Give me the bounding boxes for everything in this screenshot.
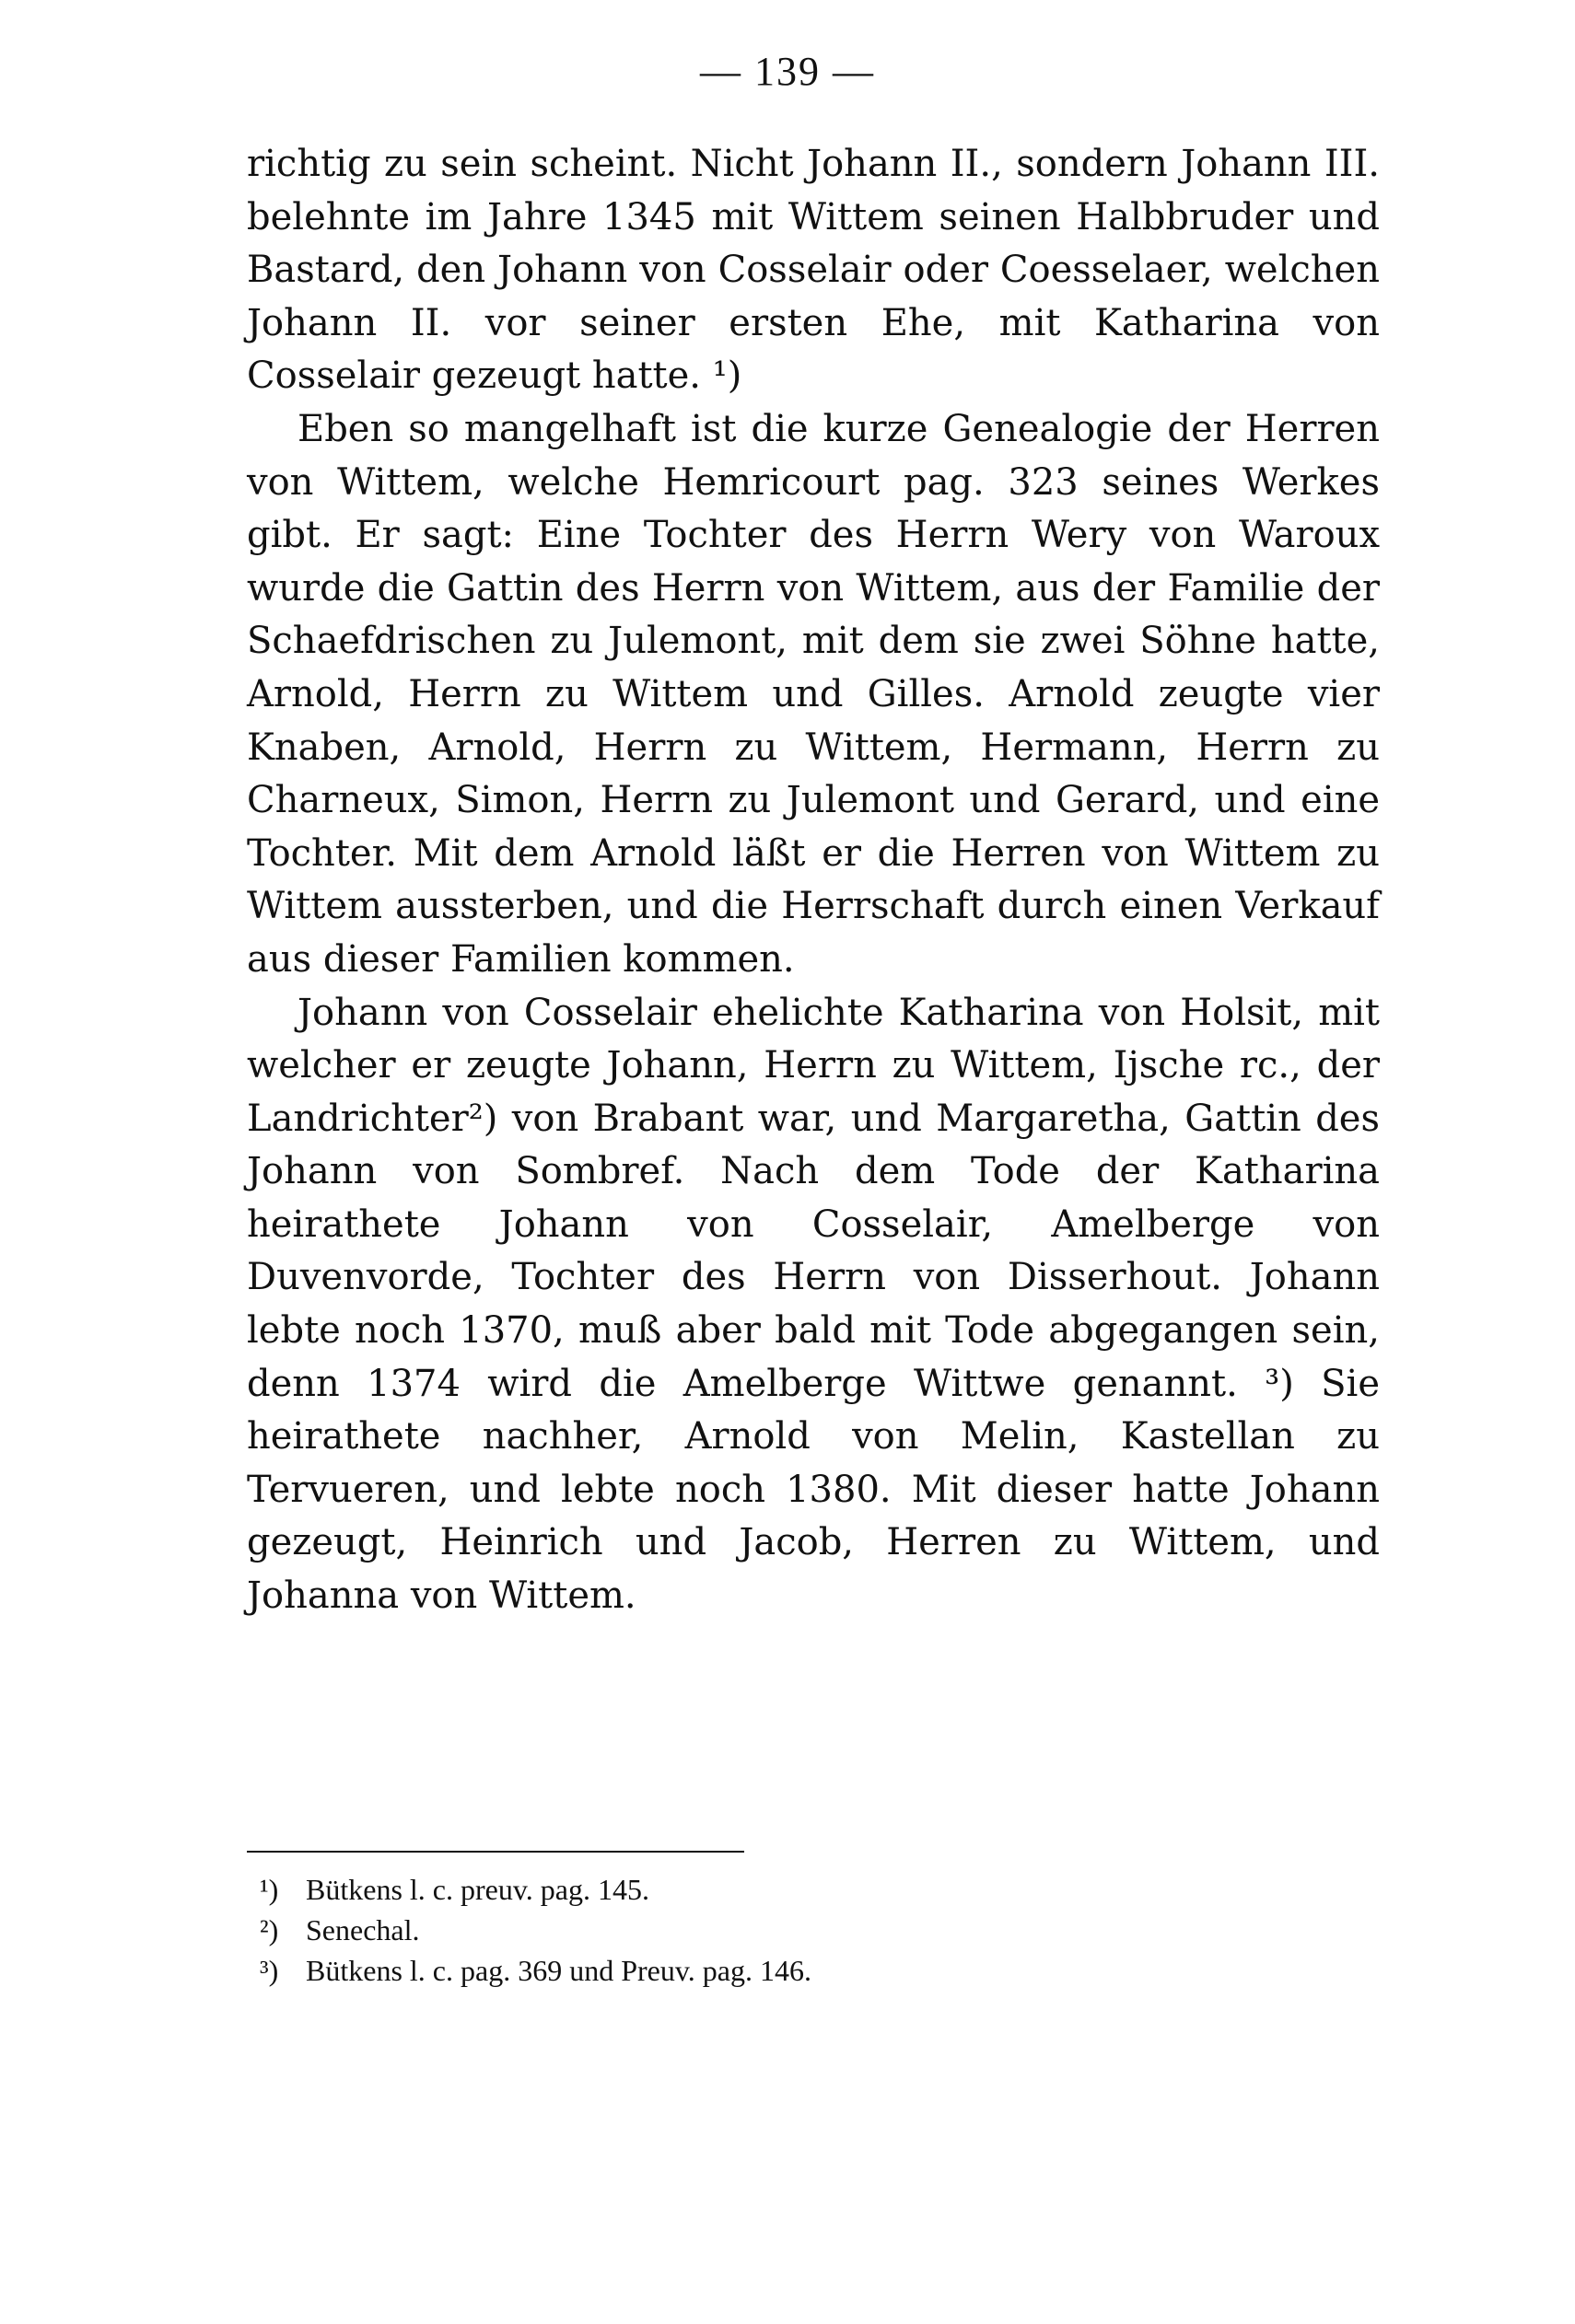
body-text	[247, 138, 1380, 1623]
footnote-text: Senechal.	[306, 1913, 420, 1946]
footnote-3	[260, 1950, 1181, 1991]
footnote-text: Bütkens l. c. pag. 369 und Preuv. pag. 146.	[306, 1954, 811, 1987]
footnotes	[260, 1869, 1181, 1991]
footnote-text: Bütkens l. c. preuv. pag. 145.	[306, 1873, 649, 1906]
page-number: — 139 —	[700, 49, 875, 94]
paragraph: Eben so mangelhaft ist die kurze Genealogie der Herren von Wittem, welche Hemricourt pag. 323 seines Werkes gibt. Er sagt: Eine Tochter des Herrn Wery von Waroux wurde die Gattin des Herrn von Wittem, aus der Familie der Schaefdrischen zu Julemont, mit dem sie zwei Söhne hatte, Arnold, Herrn zu Wittem und Gilles. Arnold zeugte vier Knaben, Arnold, Herrn zu Wittem, Hermann, Herrn zu Charneux, Simon, Herrn zu Julemont und Gerard, und eine Tochter. Mit dem Arnold läßt er die Herren von Wittem zu Wittem aussterben, und die Herrschaft durch einen Verkauf aus dieser Familien kommen.	[247, 407, 1380, 981]
footnote-2	[260, 1910, 1181, 1950]
footnote-mark: ²)	[260, 1913, 279, 1946]
paragraph: Johann von Cosselair ehelichte Katharina von Holsit, mit welcher er zeugte Johann, Herrn zu Wittem, Ijsche rc., der Landrichter²) von Brabant war, und Margaretha, Gattin des Johann von Sombref. Nach dem Tode der Katharina heirathete Johann von Cosselair, Amelberge von Duvenvorde, Tochter des Herrn von Disserhout. Johann lebte noch 1370, muß aber bald mit Tode abgegangen sein, denn 1374 wird die Amelberge Wittwe genannt. ³) Sie heirathete nachher, Arnold von Melin, Kastellan zu Tervueren, und lebte noch 1380. Mit dieser hatte Johann gezeugt, Heinrich und Jacob, Herren zu Wittem, und Johanna von Wittem.	[247, 991, 1380, 1618]
paragraph-continued: richtig zu sein scheint. Nicht Johann II., sondern Johann III. belehnte im Jahre 1345 mit Wittem seinen Halbbruder und Bastard, den Johann von Cosselair oder Coesselaer, welchen Johann II. vor seiner ersten Ehe, mit Katharina von Cosselair gezeugt hatte. ¹)	[247, 143, 1380, 398]
footnote-mark: ³)	[260, 1954, 279, 1987]
footnote-divider	[247, 1851, 744, 1853]
footnote-1	[260, 1869, 1181, 1910]
footnote-mark: ¹)	[260, 1873, 279, 1906]
